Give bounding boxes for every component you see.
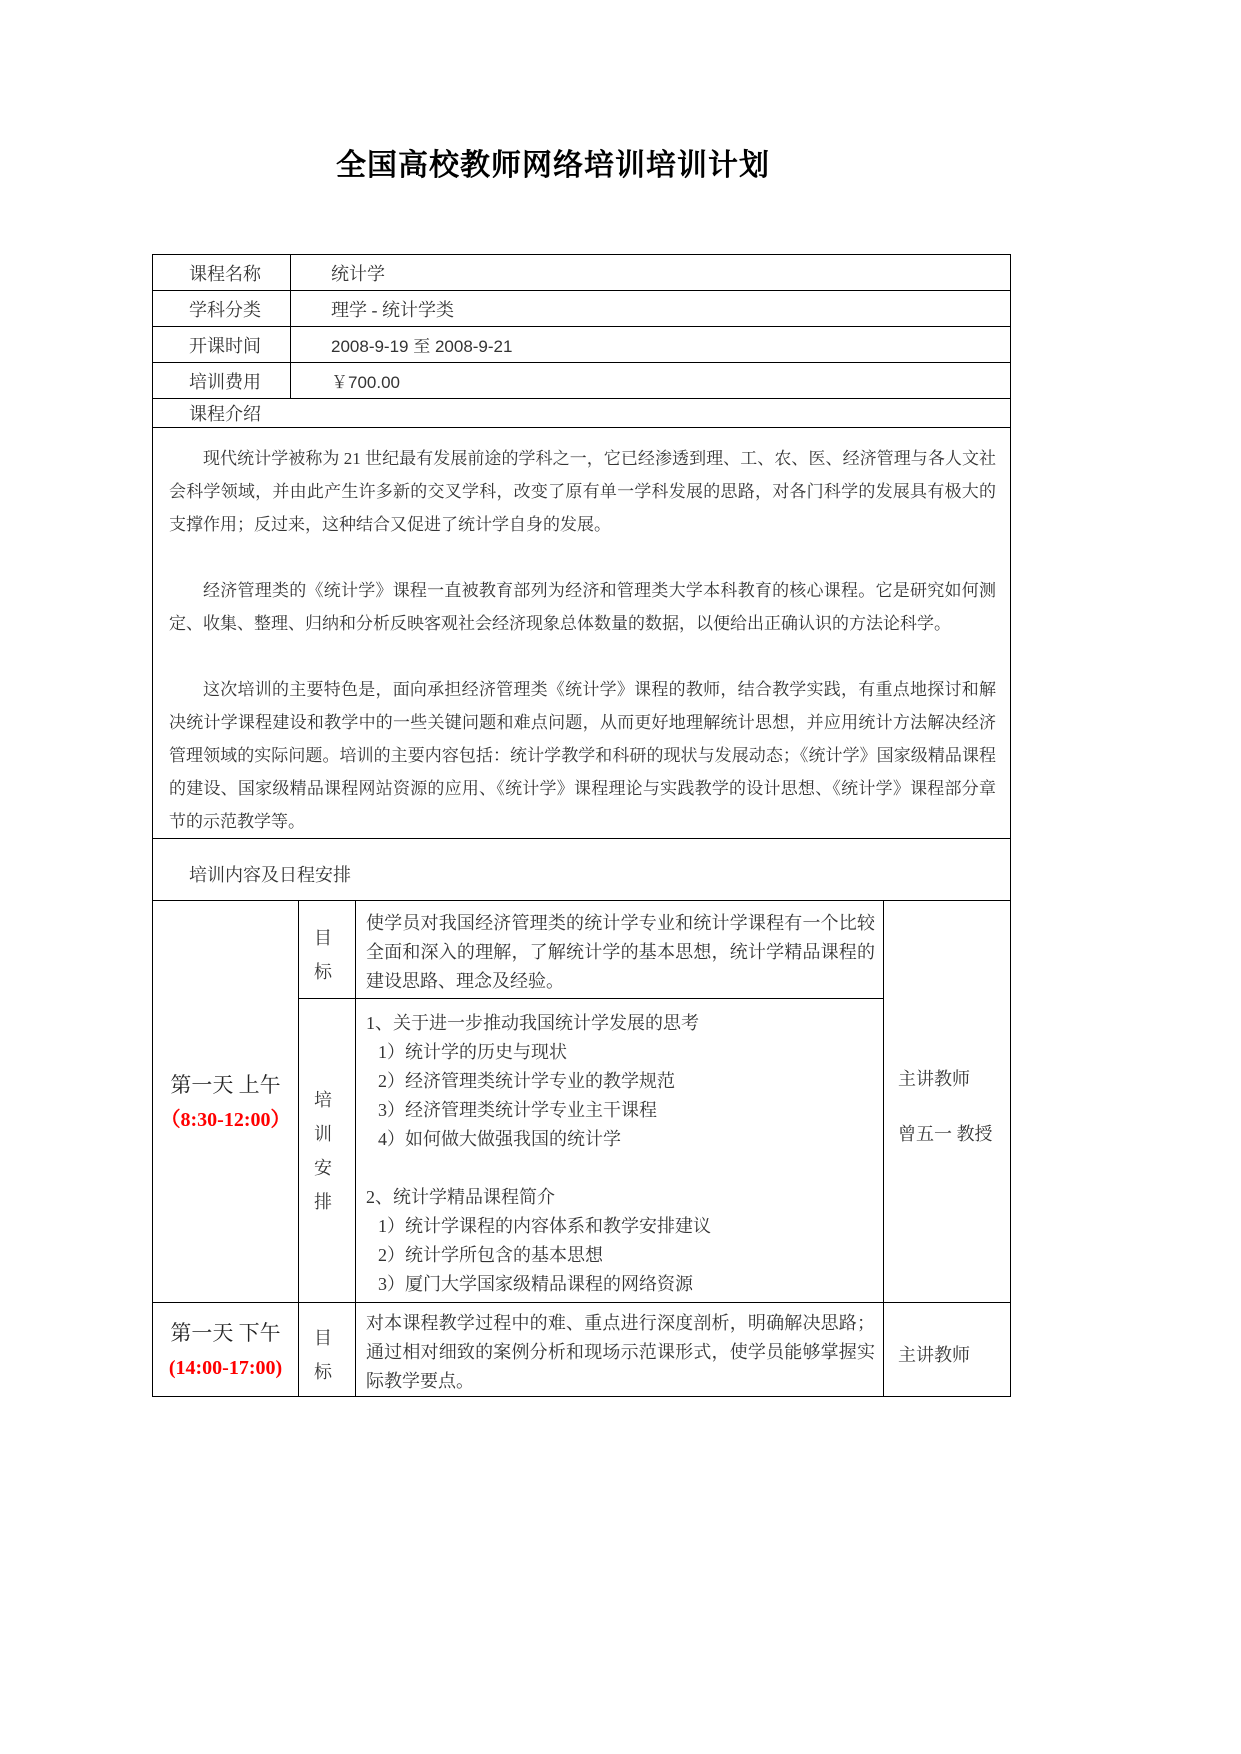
table-row-intro-header [153, 399, 1011, 428]
session-1-goal-label-cell [299, 901, 356, 999]
intro-paragraph-2: 经济管理类的《统计学》课程一直被教育部列为经济和管理类大学本科教育的核心课程。它是研究如何测定、收集、整理、归纳和分析反映客观社会经济现象总体数量的数据，以便给出正确认识的方法论科学。 [169, 581, 996, 633]
table-row-course-name [153, 255, 1011, 291]
table-row-session1-goal [153, 901, 1011, 999]
schedule-section-header: 培训内容及日程安排 [153, 839, 1011, 901]
table-row-intro-body [153, 428, 1011, 839]
session-2-time-cell [153, 1303, 299, 1397]
course-name-value: 统计学 [291, 255, 1011, 291]
session-2-goal-text [356, 1303, 884, 1397]
page-title: 全国高校教师网络培训培训计划 [336, 149, 770, 182]
plan-line: 2）经济管理类统计学专业的教学规范 [378, 1070, 675, 1091]
fee-label: 培训费用 [153, 363, 291, 399]
session-1-plan-label-cell [299, 999, 356, 1303]
training-plan-table [152, 254, 1011, 1397]
plan-line: 3）厦门大学国家级精品课程的网络资源 [378, 1273, 693, 1294]
table-row-session2-goal [153, 1303, 1011, 1397]
subject-category-value: 理学 - 统计学类 [291, 291, 1011, 327]
session-2-day: 第一天 下午 [170, 1320, 281, 1345]
table-row-start-date [153, 327, 1011, 363]
session-2-time: (14:00-17:00) [168, 1356, 283, 1379]
course-name-label: 课程名称 [153, 255, 291, 291]
plan-line: 4）如何做大做强我国的统计学 [378, 1128, 621, 1149]
instructor-name: 曾五一 教授 [898, 1124, 993, 1144]
table-row-fee [153, 363, 1011, 399]
subject-category-label: 学科分类 [153, 291, 291, 327]
plan-label: 培训安排 [314, 1089, 332, 1212]
intro-paragraph-3: 这次培训的主要特色是，面向承担经济管理类《统计学》课程的教师，结合教学实践，有重点地探讨和解决统计学课程建设和教学中的一些关键问题和难点问题，从而更好地理解统计思想，并应用统计方法解决经济管理领域的实际问题。培训的主要内容包括：统计学教学和科研的现状与发展动态；《统计学》国家级精品课程的建设、国家级精品课程网站资源的应用、《统计学》课程理论与实践教学的设计思想、《统计学》课程部分章节的示范教学等。 [169, 680, 996, 831]
goal-text: 使学员对我国经济管理类的统计学专业和统计学课程有一个比较全面和深入的理解，了解统计学的基本思想，统计学精品课程的建设思路、理念及经验。 [366, 913, 875, 991]
instructor-title: 主讲教师 [898, 1069, 970, 1089]
instructor-title: 主讲教师 [898, 1344, 970, 1365]
session-1-day: 第一天 上午 [170, 1072, 281, 1097]
table-row-schedule-header [153, 839, 1011, 901]
goal-label: 目标 [314, 927, 332, 982]
session-1-plan-text [356, 999, 884, 1303]
intro-paragraph-1: 现代统计学被称为 21 世纪最有发展前途的学科之一，它已经渗透到理、工、农、医、经济管理与各人文社会科学领域，并由此产生许多新的交叉学科，改变了原有单一学科发展的思路，对各门科学的发展具有极大的支撑作用；反过来，这种结合又促进了统计学自身的发展。 [169, 449, 996, 534]
document-content [152, 140, 1010, 1397]
session-2-goal-label-cell [299, 1303, 356, 1397]
start-date-label: 开课时间 [153, 327, 291, 363]
start-date-value: 2008-9-19 至 2008-9-21 [291, 327, 1011, 363]
plan-line: 1）统计学的历史与现状 [378, 1041, 567, 1062]
session-1-time: （8:30-12:00） [160, 1108, 291, 1131]
plan-line: 2、统计学精品课程简介 [366, 1186, 555, 1207]
fee-value: ￥700.00 [291, 363, 1011, 399]
session-2-instructor-cell [884, 1303, 1011, 1397]
table-row-subject-category [153, 291, 1011, 327]
intro-section-header: 课程介绍 [153, 399, 1011, 428]
plan-line: 3）经济管理类统计学专业主干课程 [378, 1099, 657, 1120]
intro-text-cell [153, 428, 1011, 839]
plan-line: 2）统计学所包含的基本思想 [378, 1244, 603, 1265]
plan-line: 1、关于进一步推动我国统计学发展的思考 [366, 1012, 699, 1033]
session-1-goal-text [356, 901, 884, 999]
goal-label: 目标 [314, 1327, 332, 1382]
goal-text: 对本课程教学过程中的难、重点进行深度剖析，明确解决思路；通过相对细致的案例分析和现场示范课形式，使学员能够掌握实际教学要点。 [366, 1313, 875, 1391]
plan-line: 1）统计学课程的内容体系和教学安排建议 [378, 1215, 711, 1236]
session-1-instructor-cell [884, 901, 1011, 1303]
session-1-time-cell [153, 901, 299, 1303]
